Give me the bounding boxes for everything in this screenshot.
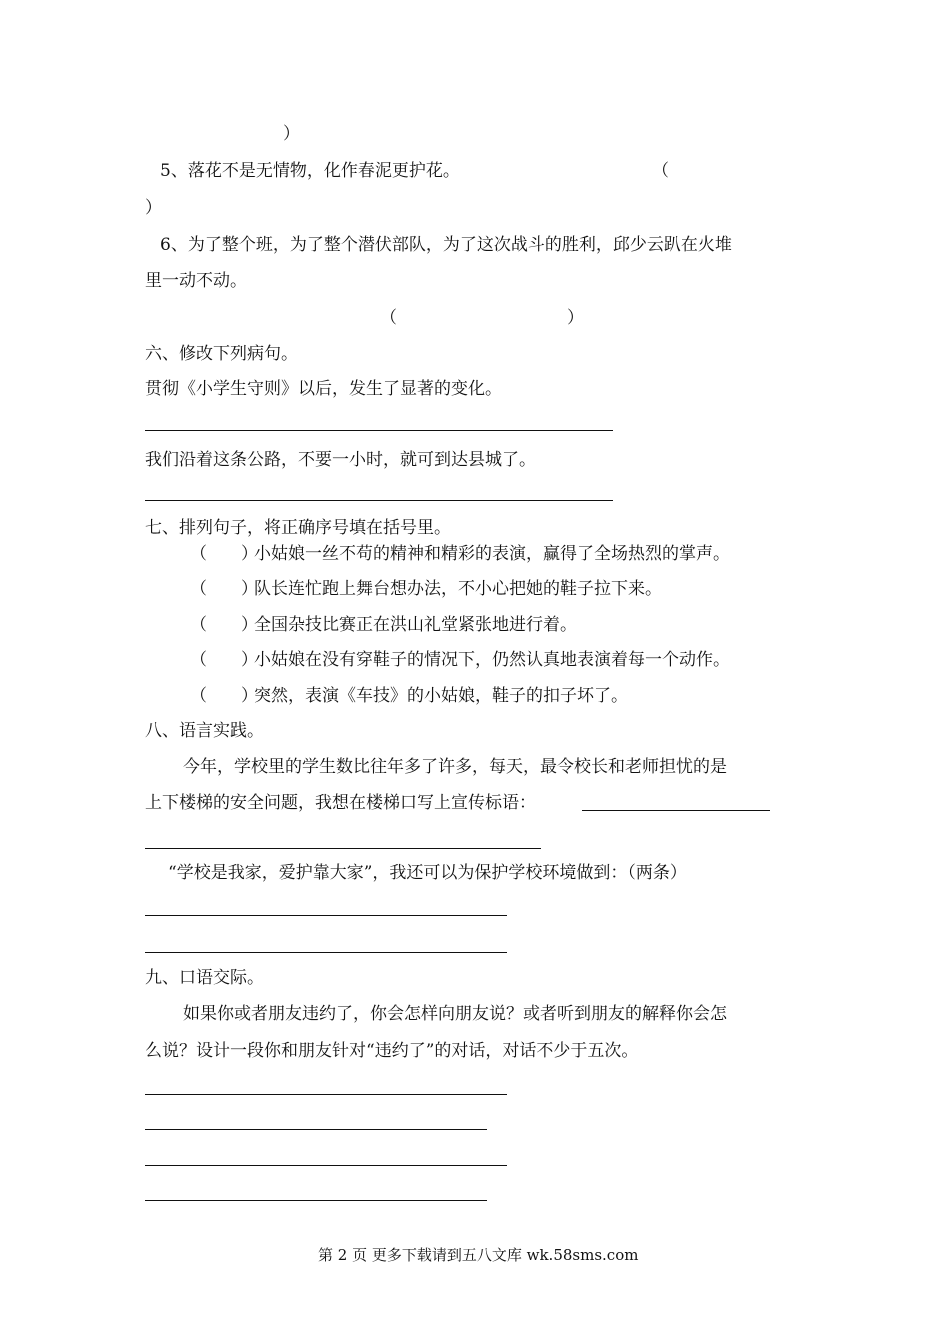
question-6-line2: 里一动不动。 [145,271,247,291]
answer-line[interactable] [145,1129,487,1130]
slogan-answer-line[interactable] [145,848,541,849]
section-9-para-line1: 如果你或者朋友违约了，你会怎样向朋友说？或者听到朋友的解释你会怎 [183,1004,727,1024]
order-sentence: 小姑娘一丝不苟的精神和精彩的表演，赢得了全场热烈的掌声。 [254,544,730,564]
section-6-heading: 六、修改下列病句。 [145,344,298,364]
order-paren[interactable]: （ ） [190,544,258,564]
order-sentence: 全国杂技比赛正在洪山礼堂紧张地进行着。 [254,615,577,635]
question-6-line1: 6、为了整个班，为了整个潜伏部队，为了这次战斗的胜利，邱少云趴在火堆 [160,235,732,255]
section-8-para1-line2: 上下楼梯的安全问题，我想在楼梯口写上宣传标语： [145,793,536,813]
section-6-sentence1: 贯彻《小学生守则》以后，发生了显著的变化。 [145,379,502,399]
section-8-heading: 八、语言实践。 [145,721,264,741]
order-paren[interactable]: （ ） [190,579,258,599]
section-6-sentence2: 我们沿着这条公路，不要一小时，就可到达县城了。 [145,450,536,470]
question-5-paren-open: （ [652,161,669,181]
question-6-paren-open: （ [380,308,397,328]
answer-line[interactable] [145,1094,507,1095]
answer-line[interactable] [145,1165,507,1166]
order-sentence: 突然，表演《车技》的小姑娘，鞋子的扣子坏了。 [254,686,628,706]
order-paren[interactable]: （ ） [190,686,258,706]
order-sentence: 小姑娘在没有穿鞋子的情况下，仍然认真地表演着每一个动作。 [254,650,730,670]
order-paren[interactable]: （ ） [190,615,258,635]
order-sentence: 队长连忙跑上舞台想办法，不小心把她的鞋子拉下来。 [254,579,662,599]
answer-line[interactable] [145,915,507,916]
slogan-answer-line[interactable] [582,810,770,811]
answer-line[interactable] [145,952,507,953]
section-9-para-line2: 么说？设计一段你和朋友针对“违约了”的对话，对话不少于五次。 [145,1041,639,1061]
order-paren[interactable]: （ ） [190,650,258,670]
question-6-paren-close: ） [567,308,584,328]
question-5-text: 5、落花不是无情物，化作春泥更护花。 [160,161,460,181]
page-footer: 第 2 页 更多下载请到五八文库 wk.58sms.com [318,1246,639,1264]
section-8-para2: “学校是我家，爱护靠大家”，我还可以为保护学校环境做到：（两条） [168,863,687,883]
question-5-paren-close: ） [145,198,162,218]
section-8-para1-line1: 今年，学校里的学生数比往年多了许多，每天，最令校长和老师担忧的是 [183,757,727,777]
answer-line[interactable] [145,1200,487,1201]
section-7-heading: 七、排列句子，将正确序号填在括号里。 [145,518,451,538]
answer-line[interactable] [145,500,613,501]
answer-line[interactable] [145,430,613,431]
paren-close: ） [283,124,300,144]
section-9-heading: 九、口语交际。 [145,968,264,988]
